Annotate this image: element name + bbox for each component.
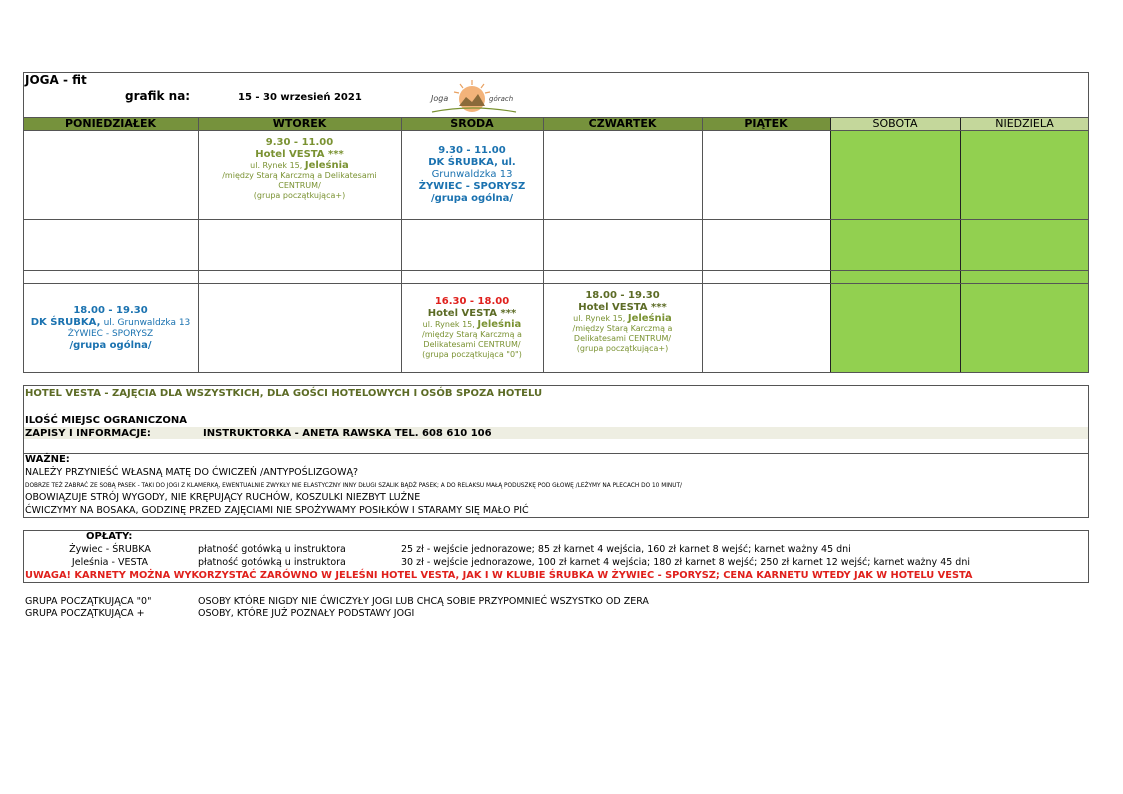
fee-price: 30 zł - wejście jednorazowe, 100 zł karnet 4 wejścia; 180 zł karnet 8 wejść; 250 zł karnet 12 wejść; karnet ważny 45 dni [401, 557, 970, 568]
class-wednesday-evening [401, 296, 543, 360]
class-address: ul. Rynek 15, [422, 320, 475, 329]
class-group: (grupa początkująca "0") [422, 350, 522, 359]
grid-line [1088, 117, 1089, 372]
class-time: 18.00 - 19.30 [73, 305, 148, 316]
class-time: 18.00 - 19.30 [585, 290, 660, 301]
group-desc: OSOBY KTÓRE NIGDY NIE ĆWICZYŁY JOGI LUB CHCĄ SOBIE PRZYPOMNIEĆ WSZYSTKO OD ZERA [198, 596, 649, 607]
class-note: Delikatesami CENTRUM/ [573, 334, 672, 343]
grid-line [23, 270, 1089, 271]
class-town: Jeleśnia [304, 160, 349, 171]
class-town: ŻYWIEC - SPORYSZ [418, 181, 526, 192]
info-divider [23, 453, 1089, 454]
grid-line [23, 283, 1089, 284]
day-header-friday: PIĄTEK [702, 117, 830, 130]
class-group: /grupa ogólna/ [430, 193, 514, 204]
signup-highlight [24, 427, 1088, 439]
class-town: Jeleśnia [627, 313, 672, 324]
fees-warning: UWAGA! KARNETY MOŻNA WYKORZYSTAĆ ZARÓWNO W JELEŚNI HOTEL VESTA, JAK I W KLUBIE ŚRUBKA W ŻYWIEC - SPORYSZ; CENA KARNETU WTEDY JAK W HOTELU VESTA [25, 570, 973, 581]
day-header-wednesday: ŚRODA [401, 117, 543, 130]
class-tuesday-morning [198, 137, 401, 201]
class-time: 9.30 - 11.00 [265, 137, 334, 148]
hotel-note: HOTEL VESTA - ZAJĘCIA DLA WSZYSTKICH, DLA GOŚCI HOTELOWYCH I OSÓB SPOZA HOTELU [25, 388, 543, 399]
fee-place: Żywiec - ŚRUBKA [69, 544, 151, 555]
day-header-tuesday: WTOREK [198, 117, 401, 130]
page-title: JOGA - fit [25, 73, 87, 87]
class-address: ul. Rynek 15, [250, 161, 303, 170]
logo-text-left: Joga [431, 94, 449, 103]
grid-line [960, 117, 961, 372]
class-town: ŻYWIEC - SPORYSZ [67, 329, 154, 339]
signup-label: ZAPISY I INFORMACJE: [25, 428, 151, 439]
class-place: DK ŚRUBKA, ul. [428, 157, 516, 168]
important-line: DOBRZE TEŻ ZABRAĆ ZE SOBĄ PASEK - TAKI DO JOGI Z KLAMERKĄ, EWENTUALNIE ZWYKŁY NIE ELASTYCZNY INNY DŁUGI SZALIK BĄDŹ PASEK; A DO RELAKSU MAŁĄ PODUSZKĘ POD GŁOWĘ /LEŻYMY NA PLECACH DO 10 MINUT/ [25, 483, 682, 489]
class-time: 16.30 - 18.00 [434, 296, 510, 307]
important-line: NALEŻY PRZYNIEŚĆ WŁASNĄ MATĘ DO ĆWICZEŃ /ANTYPOŚLIZGOWĄ? [25, 467, 359, 478]
important-line: ĆWICZYMY NA BOSAKA, GODZINĘ PRZED ZAJĘCIAMI NIE SPOŻYWAMY POSIŁKÓW I STARAMY SIĘ MAŁO PIĆ [25, 505, 529, 516]
class-place: Hotel VESTA *** [578, 302, 667, 313]
date-range: 15 - 30 wrzesień 2021 [238, 92, 362, 103]
fee-place: Jeleśnia - VESTA [71, 557, 149, 568]
class-note: Delikatesami CENTRUM/ [423, 340, 521, 349]
grid-line [23, 130, 1089, 131]
class-note: /między Starą Karczmą a Delikatesami [222, 171, 377, 180]
class-address: ul. Rynek 15, [573, 314, 626, 323]
fee-price: 25 zł - wejście jednorazowe; 85 zł karnet 4 wejścia, 160 zł karnet 8 wejść; karnet ważny 45 dni [401, 544, 851, 555]
class-place: DK ŚRUBKA, [30, 317, 101, 328]
group-name: GRUPA POCZĄTKUJĄCA "0" [25, 596, 152, 607]
class-group: /grupa ogólna/ [69, 340, 152, 351]
fee-method: płatność gotówką u instruktora [198, 544, 346, 555]
important-heading: WAŻNE: [25, 454, 70, 465]
logo-text-right: górach [489, 95, 514, 103]
signup-value: INSTRUKTORKA - ANETA RAWSKA TEL. 608 610 106 [203, 428, 492, 439]
limited-places: ILOŚĆ MIEJSC OGRANICZONA [25, 415, 187, 426]
class-place: Hotel VESTA *** [255, 149, 344, 160]
day-header-sunday: NIEDZIELA [960, 117, 1089, 130]
class-town: Jeleśnia [477, 319, 522, 330]
fees-heading: OPŁATY: [86, 531, 133, 542]
day-header-thursday: CZWARTEK [543, 117, 702, 130]
class-group: (grupa początkująca+) [576, 344, 669, 353]
day-header-saturday: SOBOTA [830, 117, 960, 130]
important-line: OBOWIĄZUJE STRÓJ WYGODY, NIE KRĘPUJĄCY RUCHÓW, KOSZULKI NIEZBYT LUŹNE [25, 492, 421, 503]
class-thursday-evening [543, 290, 702, 354]
group-name: GRUPA POCZĄTKUJĄCA + [25, 608, 145, 619]
class-monday-evening [23, 305, 198, 352]
class-group: (grupa początkująca+) [253, 191, 346, 200]
class-time: 9.30 - 11.00 [438, 145, 506, 156]
grid-line [23, 372, 1089, 373]
group-desc: OSOBY, KTÓRE JUŻ POZNAŁY PODSTAWY JOGI [198, 608, 415, 619]
yoga-logo [428, 78, 520, 116]
class-wednesday-morning [401, 145, 543, 205]
grid-line [23, 117, 1089, 118]
day-header-monday: PONIEDZIAŁEK [23, 117, 198, 130]
class-street: Grunwaldzka 13 [431, 169, 513, 180]
schedule-label: grafik na: [125, 89, 191, 103]
fee-method: płatność gotówką u instruktora [198, 557, 346, 568]
class-place: Hotel VESTA *** [427, 308, 517, 319]
class-street: ul. Grunwaldzka 13 [103, 318, 191, 328]
grid-line [702, 117, 703, 372]
grid-line [23, 219, 1089, 220]
class-note: /między Starą Karczmą a [572, 324, 673, 333]
class-note: CENTRUM/ [278, 181, 321, 190]
grid-line [830, 117, 831, 372]
class-note: /między Starą Karczmą a [422, 330, 522, 339]
